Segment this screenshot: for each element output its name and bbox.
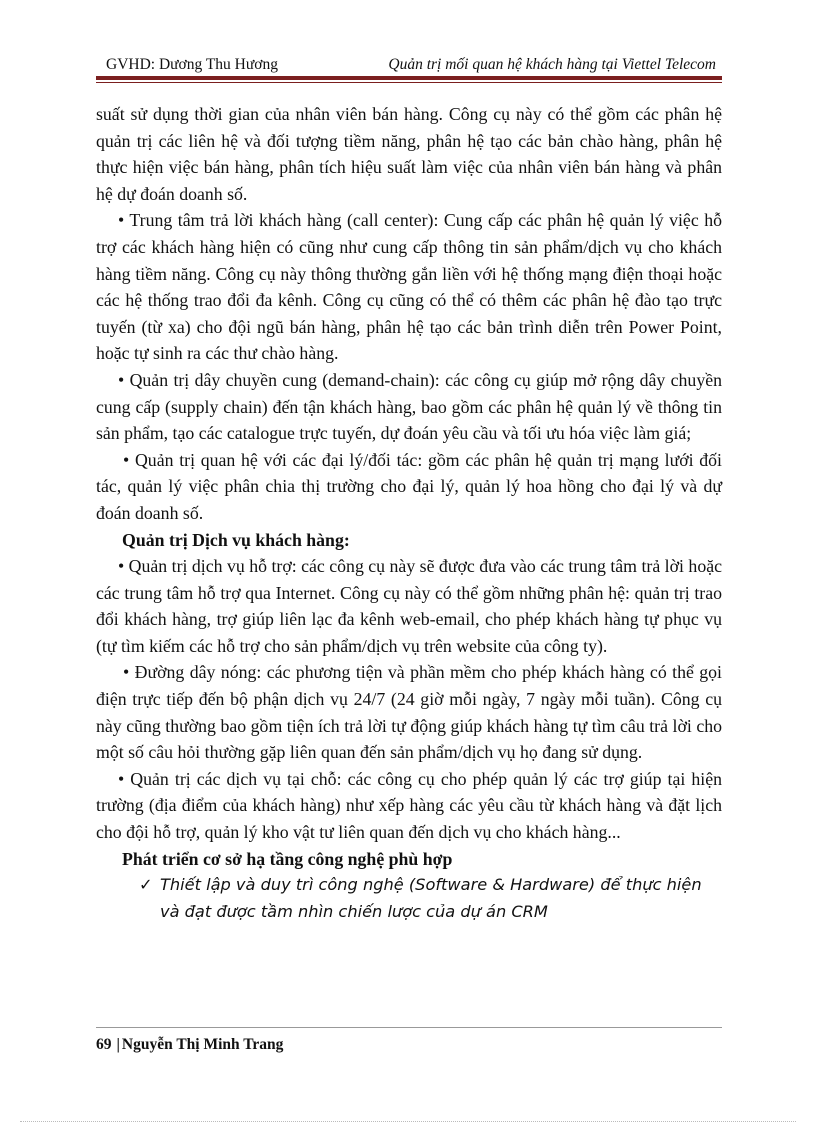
- bullet-support-services: • Quản trị dịch vụ hỗ trợ: các công cụ này sẽ được đưa vào các trung tâm trả lời hoặc các trung tâm hỗ trợ qua Internet. Công cụ này có thể gồm những phân hệ: quản trị trao đổi khách hàng, trợ giúp liên lạc đa kênh web-email, cho phép khách hàng tự phục vụ (tự tìm kiếm các hỗ trợ cho sản phẩm/dịch vụ trên website của công ty).: [96, 556, 722, 656]
- bullet-partner-management: • Quản trị quan hệ với các đại lý/đối tác: gồm các phân hệ quản trị mạng lưới đối tác, quản lý việc phân chia thị trường cho đại lý, quản lý hoa hồng cho đại lý và dự đoán doanh số.: [96, 449, 722, 523]
- heading-customer-service: Quản trị Dịch vụ khách hàng:: [122, 529, 350, 550]
- page-footer: [96, 1036, 283, 1054]
- heading-technology-infrastructure: Phát triển cơ sở hạ tầng công nghệ phù hợp: [122, 848, 453, 869]
- paragraph-sales-tools-continued: suất sử dụng thời gian của nhân viên bán hàng. Công cụ này có thể gồm các phân hệ quản trị các liên hệ và đối tượng tiềm năng, phân hệ tạo các bản chào hàng, phân hệ thực hiện việc bán hàng, phân tích hiệu suất làm việc của nhân viên bán hàng và phân hệ dự đoán doanh số.: [96, 104, 722, 204]
- checklist-item-text: Thiết lập và duy trì công nghệ (Software & Hardware) để thực hiện và đạt được tầm nhìn chiến lược của dự án CRM: [160, 875, 702, 921]
- check-mark-icon: ✓: [139, 875, 153, 895]
- footer-separator: |: [116, 1036, 120, 1053]
- page-bottom-border: [20, 1121, 796, 1122]
- bullet-hotline: • Đường dây nóng: các phương tiện và phần mềm cho phép khách hàng có thể gọi điện trực tiếp đến bộ phận dịch vụ 24/7 (24 giờ mỗi ngày, 7 ngày mỗi tuần). Công cụ này cũng thường bao gồm tiện ích trả lời tự động giúp khách hàng tự tìm câu trả lời cho một số câu hỏi thường gặp liên quan đến sản phẩm/dịch vụ họ đang sử dụng.: [96, 662, 722, 763]
- bullet-demand-chain: • Quản trị dây chuyền cung (demand-chain): các công cụ giúp mở rộng dây chuyền cung cấp (supply chain) đến tận khách hàng, bao gồm các phân hệ quản lý về thông tin sản phẩm, tạo các catalogue trực tuyến, dự đoán yêu cầu và tối ưu hóa việc làm giá;: [96, 369, 722, 444]
- checklist-item: [96, 872, 722, 925]
- page-header: [96, 52, 722, 76]
- bullet-call-center: • Trung tâm trả lời khách hàng (call center): Cung cấp các phân hệ quản lý việc hỗ trợ các khách hàng hiện có cũng như cung cấp thông tin sản phẩm/dịch vụ cho khách hàng tiềm năng. Công cụ này thông thường gắn liền với hệ thống mạng điện thoại hoặc các hệ thống trao đổi đa kênh. Công cụ cũng có thể có thêm các phân hệ đào tạo trực tuyến (từ xa) cho đội ngũ bán hàng, phân hệ tạo các bản trình diễn trên Power Point, hoặc tự sinh ra các thư chào hàng.: [96, 210, 722, 364]
- page-number: 69: [96, 1036, 112, 1053]
- header-rule-thin: [96, 82, 722, 83]
- footer-rule: [96, 1027, 722, 1028]
- header-advisor: GVHD: Dương Thu Hương: [106, 56, 278, 73]
- header-rule-thick: [96, 76, 722, 80]
- header-document-title: Quản trị mối quan hệ khách hàng tại Viettel Telecom: [388, 56, 716, 73]
- bullet-onsite-services: • Quản trị các dịch vụ tại chỗ: các công cụ cho phép quản lý các trợ giúp tại hiện trường (địa điểm của khách hàng) như xếp hàng các yêu cầu từ khách hàng và đặt lịch cho đội hỗ trợ, quản lý kho vật tư liên quan đến dịch vụ cho khách hàng...: [96, 768, 722, 843]
- footer-author: Nguyễn Thị Minh Trang: [121, 1036, 284, 1053]
- page-body: [96, 101, 722, 925]
